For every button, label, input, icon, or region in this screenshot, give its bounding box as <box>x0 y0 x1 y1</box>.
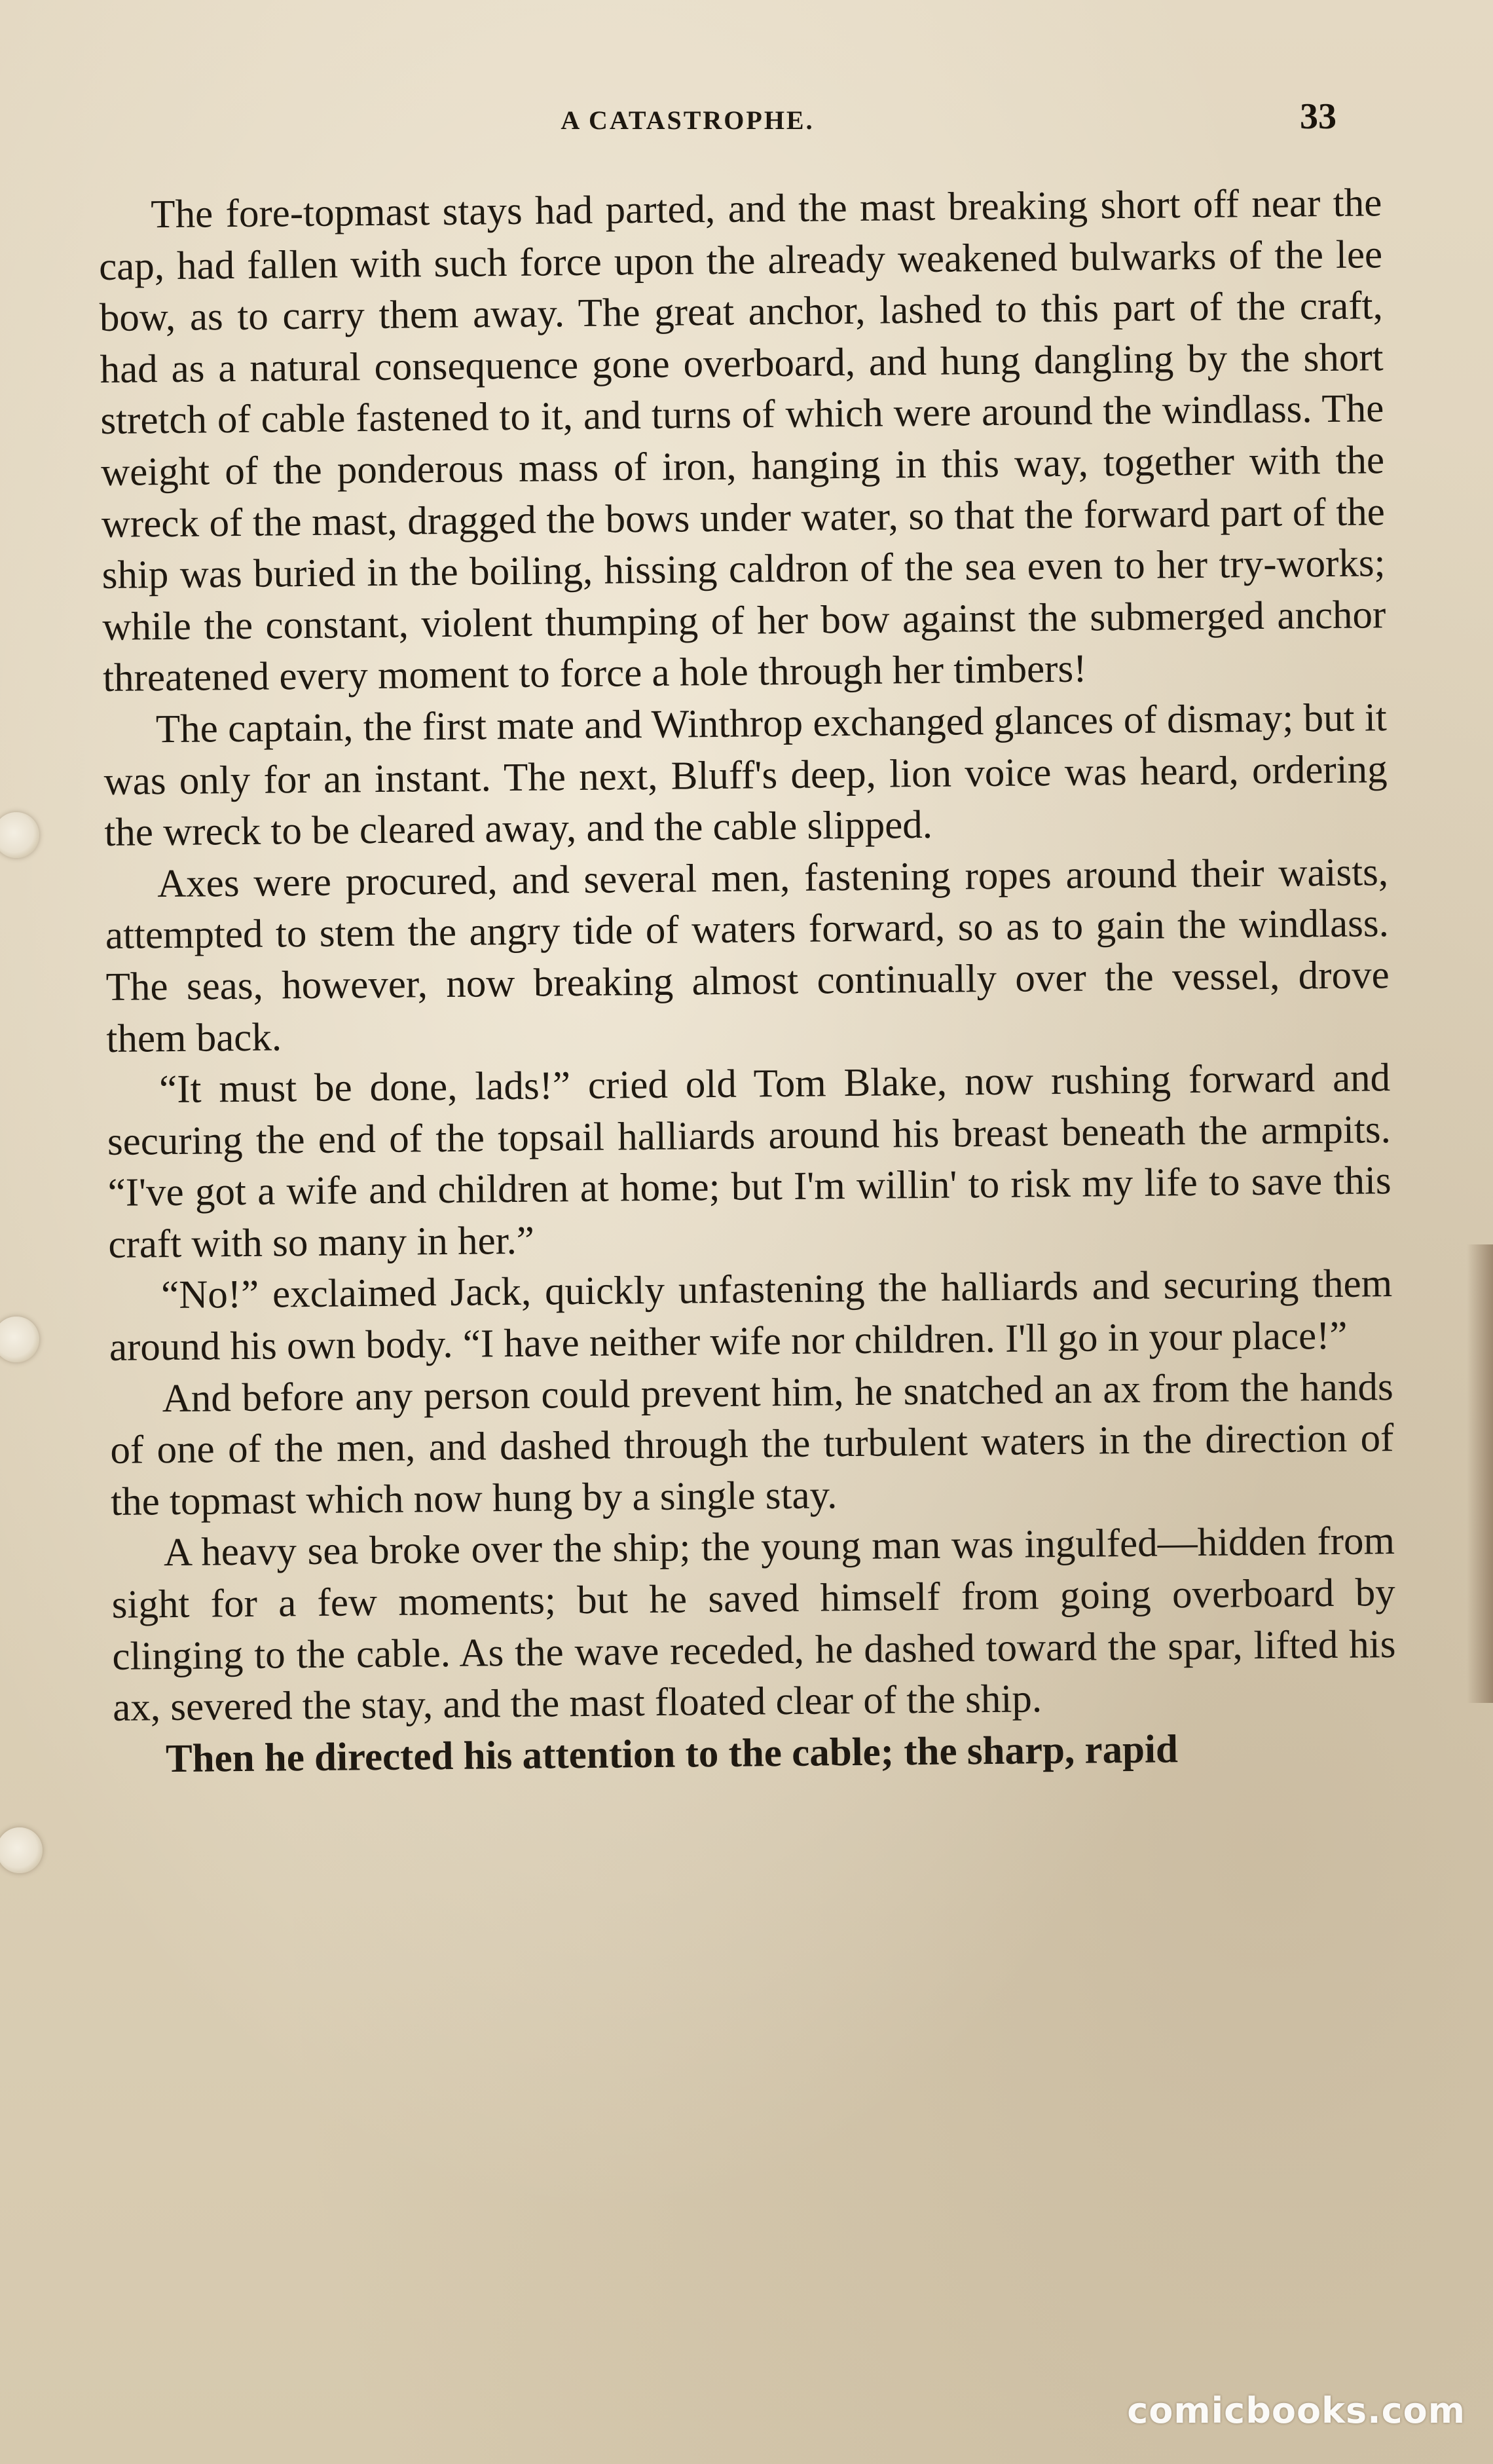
paragraph: And before any person could prevent him, he snatched an ax from the hands of one of the men, and dashed through the turbulent waters in the direction of the topmast which now hung by a single stay. <box>110 1364 1394 1524</box>
paragraph: The captain, the first mate and Winthrop exchanged glances of dismay; but it was only for an instant. The next, Bluff's deep, lion voice was heard, ordering the wreck to be cleared away, and the cable slipped. <box>103 696 1388 855</box>
running-head <box>0 96 1493 144</box>
page-edge-shadow <box>1467 1244 1493 1703</box>
watermark: comicbooks.com <box>1127 2390 1465 2431</box>
chapter-title: A CATASTROPHE. <box>561 105 815 135</box>
paragraph: “It must be done, lads!” cried old Tom Blake, now rushing forward and securing the end of the topsail halliards around his breast beneath the armpits. “I've got a wife and children at home; but I'm willin' to risk my life to save this craft with so many in her.” <box>107 1056 1392 1267</box>
paragraph: Then he directed his attention to the cable; the sharp, rapid <box>165 1727 1179 1781</box>
paragraph: Axes were procured, and several men, fastening ropes around their waists, attempted to stem the angry tide of waters forward, so as to gain the windlass. The seas, however, now breaking almost continually over the vessel, drove them back. <box>105 849 1390 1061</box>
body-text <box>98 177 1397 1785</box>
paragraph: The fore-topmast stays had parted, and the mast breaking short off near the cap, had fallen with such force upon the already weakened bulwarks of the lee bow, as to carry them away. The great anchor, lashed to this part of the craft, had as a natural consequence gone overboard, and hung dangling by the short stretch of cable fastened to it, and turns of which were around the windlass. The weight of the ponderous mass of iron, hanging in this way, together with the wreck of the mast, dragged the bows under water, so that the forward part of the ship was buried in the boiling, hissing caldron of the sea even to her try-works; while the constant, violent thumping of her bow against the submerged anchor threatened every moment to force a hole through her timbers! <box>98 181 1386 701</box>
paragraph: A heavy sea broke over the ship; the young man was ingulfed—hidden from sight for a few moments; but he saved himself from going overboard by clinging to the cable. As the wave receded, he dashed toward the spar, lifted his ax, severed the stay, and the mast floated clear of the ship. <box>111 1519 1396 1730</box>
paragraph: “No!” exclaimed Jack, quickly unfastening the halliards and securing them around his own body. “I have neither wife nor children. I'll go in your place!” <box>109 1261 1393 1370</box>
binding-hole <box>0 1316 39 1362</box>
binding-hole <box>0 1827 43 1873</box>
page-number: 33 <box>1300 96 1336 137</box>
binding-hole <box>0 812 39 858</box>
